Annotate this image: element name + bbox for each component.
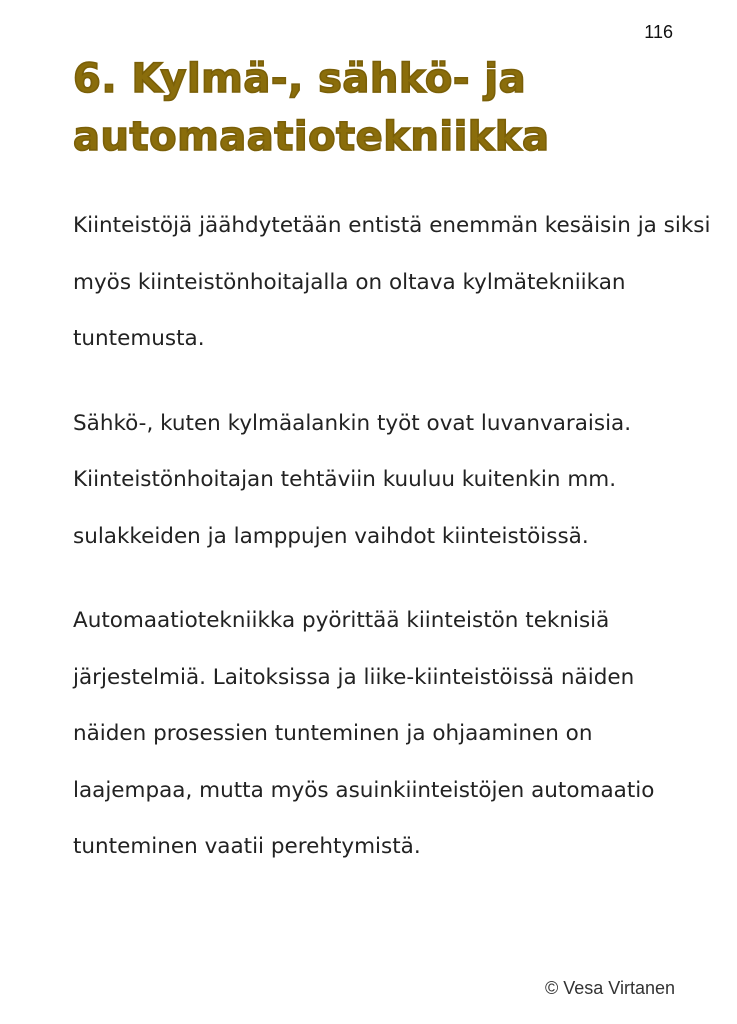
page-number: 116 xyxy=(644,22,673,42)
body-text xyxy=(73,198,713,876)
paragraph-electrical: Sähkö-, kuten kylmäalankin työt ovat luvanvaraisia. Kiinteistönhoitajan tehtäviin kuuluu kuitenkin mm. sulakkeiden ja lamppujen vaihdot kiinteistöissä. xyxy=(73,410,632,549)
paragraph-automation: Automaatiotekniikka pyörittää kiinteistön teknisiä järjestelmiä. Laitoksissa ja liike-kiinteistöissä näiden näiden prosessien tunteminen ja ohjaaminen on laajempaa, mutta myös asuinkiinteistöjen automaatio tunteminen vaatii perehtymistä. xyxy=(73,608,655,859)
paragraph-cooling: Kiinteistöjä jäähdytetään entistä enemmän kesäisin ja siksi myös kiinteistönhoitajalla on oltava kylmätekniikan tuntemusta. xyxy=(73,213,711,351)
chapter-title: 6. Kylmä-, sähkö- ja automaatiotekniikka xyxy=(73,56,550,160)
copyright-notice: © Vesa Virtanen xyxy=(544,978,675,998)
